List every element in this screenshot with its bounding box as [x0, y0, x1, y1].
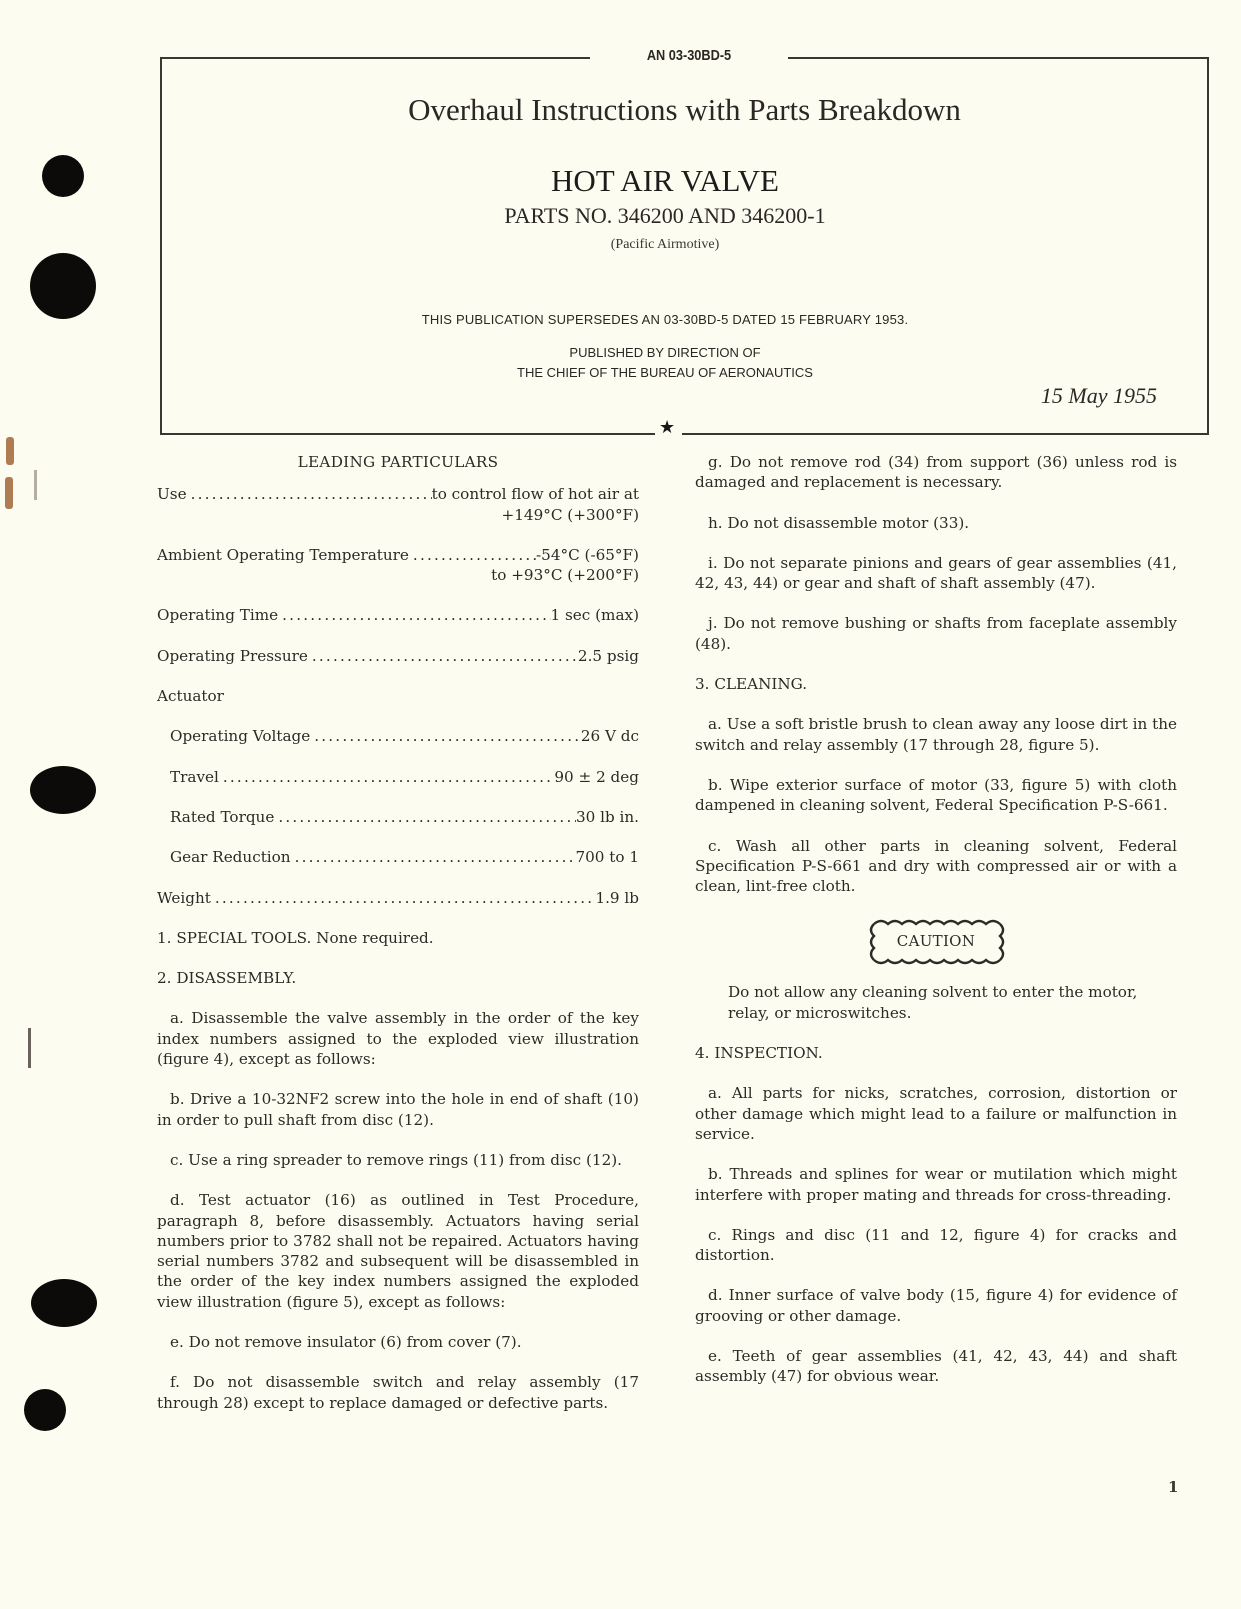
disassembly-step: c. Use a ring spreader to remove rings (11) from disc (12).: [170, 1150, 622, 1169]
cleaning-heading: 3. CLEANING.: [695, 675, 808, 694]
particular-gear-reduction: [157, 847, 639, 867]
dot-leader: [211, 888, 596, 908]
particular-operating-pressure: [157, 646, 639, 666]
particular-label: Operating Voltage: [170, 727, 311, 746]
disassembly-heading: 2. DISASSEMBLY.: [157, 969, 297, 988]
header-frame-border: [160, 57, 590, 59]
disassembly-step: i. Do not separate pinions and gears of gear assemblies (41, 42, 43, 44) or gear and shaft of shaft assembly (47).: [695, 553, 1177, 593]
particular-label: Use: [157, 485, 187, 504]
header-divider: [160, 433, 655, 435]
disassembly-step: a. Disassemble the valve assembly in the order of the key index numbers assigned to the exploded view illustration (figure 4), except as follows:: [157, 1009, 639, 1069]
disassembly-step: e. Do not remove insulator (6) from cover (7).: [170, 1333, 522, 1352]
inspection-heading: 4. INSPECTION.: [695, 1044, 823, 1063]
published-by-line: THE CHIEF OF THE BUREAU OF AERONAUTICS: [517, 365, 813, 380]
particular-label: Operating Time: [157, 606, 279, 625]
particular-value: to +93°C (+200°F): [491, 566, 639, 585]
disassembly-step: d. Test actuator (16) as outlined in Test Procedure, paragraph 8, before disassembly. Actuators having serial numbers prior to 3782 shall not be repaired. Actuators having serial numbers 3782 and subsequent will be disassembled in the order of the key index numbers assigned the exploded view illustration (figure 5), except as follows:: [157, 1191, 639, 1311]
document-number: AN 03-30BD-5: [646, 47, 732, 64]
disassembly-step: f. Do not disassemble switch and relay assembly (17 through 28) except to replace damaged or defective parts.: [157, 1373, 639, 1412]
left-column: [157, 452, 639, 1433]
inspection-step: b. Threads and splines for wear or mutilation which might interfere with proper mating and threads for cross-threading.: [695, 1165, 1177, 1204]
margin-mark: [5, 477, 13, 509]
cleaning-step: c. Wash all other parts in cleaning solvent, Federal Specification P-S-661 and dry with compressed air or with a clean, lint-free cloth.: [695, 836, 1177, 896]
particular-operating-time: [157, 605, 639, 625]
supersedes-notice: THIS PUBLICATION SUPERSEDES AN 03-30BD-5 DATED 15 FEBRUARY 1953.: [421, 312, 909, 327]
particular-value: 26 V dc: [580, 727, 639, 746]
binder-hole: [30, 766, 96, 814]
star-icon: ★: [659, 417, 676, 438]
inspection-step: d. Inner surface of valve body (15, figure 4) for evidence of grooving or other damage.: [695, 1286, 1177, 1325]
page-title: Overhaul Instructions with Parts Breakdown: [408, 92, 961, 127]
disassembly-step: b. Drive a 10-32NF2 screw into the hole in end of shaft (10) in order to pull shaft from disc (12).: [157, 1090, 639, 1129]
actuator-label: Actuator: [157, 687, 224, 706]
inspection-step: c. Rings and disc (11 and 12, figure 4) for cracks and distortion.: [695, 1225, 1177, 1265]
particular-rated-torque: [157, 807, 639, 827]
margin-mark: [28, 1028, 31, 1068]
particular-value: 2.5 psig: [577, 646, 639, 665]
leading-particulars-heading: LEADING PARTICULARS: [297, 453, 499, 471]
binder-hole: [30, 253, 96, 319]
particular-travel: [157, 767, 639, 787]
particular-value: 90 ± 2 deg: [554, 767, 639, 786]
margin-mark: [6, 437, 14, 465]
dot-leader: [409, 545, 536, 565]
caution-label: CAUTION: [896, 932, 976, 951]
particular-label: Rated Torque: [170, 807, 275, 826]
caution-text: Do not allow any cleaning solvent to enter the motor, relay, or microswitches.: [728, 983, 1138, 1022]
particular-value: 700 to 1: [575, 848, 639, 867]
published-by-line: PUBLISHED BY DIRECTION OF: [569, 345, 761, 360]
dot-leader: [187, 484, 432, 504]
special-tools-section: 1. SPECIAL TOOLS. None required.: [157, 928, 434, 947]
particular-value: 30 lb in.: [575, 807, 639, 826]
particular-value: +149°C (+300°F): [501, 505, 639, 524]
particular-weight: [157, 888, 639, 908]
item-title: HOT AIR VALVE: [551, 163, 779, 198]
particular-value: to control flow of hot air at: [431, 485, 639, 504]
particular-value: 1.9 lb: [595, 888, 639, 907]
particular-label: Ambient Operating Temperature: [157, 545, 409, 564]
header-frame-border: [788, 57, 1208, 59]
dot-leader: [308, 646, 578, 666]
binder-hole: [42, 155, 84, 197]
publication-date: 15 May 1955: [1040, 383, 1157, 408]
page-number: 1: [1168, 1478, 1179, 1496]
inspection-step: a. All parts for nicks, scratches, corrosion, distortion or other damage which might lead to a failure or malfunction in service.: [695, 1084, 1177, 1143]
particular-operating-voltage: [157, 726, 639, 746]
disassembly-step: j. Do not remove bushing or shafts from faceplate assembly (48).: [695, 614, 1177, 653]
dot-leader: [310, 726, 581, 746]
cleaning-step: a. Use a soft bristle brush to clean away any loose dirt in the switch and relay assembly (17 through 28, figure 5).: [695, 715, 1177, 754]
dot-leader: [278, 605, 550, 625]
caution-callout: [695, 916, 1177, 968]
particular-label: Gear Reduction: [170, 848, 291, 867]
header-divider: [682, 433, 1209, 435]
margin-mark: [34, 470, 37, 500]
binder-hole: [31, 1279, 97, 1327]
particular-ambient-temperature: [157, 545, 639, 586]
disassembly-step: h. Do not disassemble motor (33).: [708, 513, 970, 532]
particular-label: Weight: [157, 888, 211, 907]
cleaning-step: b. Wipe exterior surface of motor (33, figure 5) with cloth dampened in cleaning solvent, Federal Specification P-S-661.: [695, 775, 1177, 815]
particular-use: [157, 484, 639, 525]
dot-leader: [274, 807, 576, 827]
dot-leader: [219, 767, 554, 787]
dot-leader: [291, 847, 576, 867]
manufacturer: (Pacific Airmotive): [610, 237, 720, 252]
disassembly-step: g. Do not remove rod (34) from support (36) unless rod is damaged and replacement is necessary.: [695, 453, 1177, 492]
parts-number: PARTS NO. 346200 AND 346200-1: [504, 203, 826, 228]
particular-label: Operating Pressure: [157, 646, 308, 665]
particular-value: 1 sec (max): [550, 606, 639, 625]
binder-hole: [24, 1389, 66, 1431]
particular-label: Travel: [170, 767, 219, 786]
right-column: [695, 452, 1177, 1407]
particular-value: -54°C (-65°F): [536, 545, 639, 564]
caution-box: [866, 916, 1006, 968]
inspection-step: e. Teeth of gear assemblies (41, 42, 43, 44) and shaft assembly (47) for obvious wear.: [695, 1347, 1177, 1386]
